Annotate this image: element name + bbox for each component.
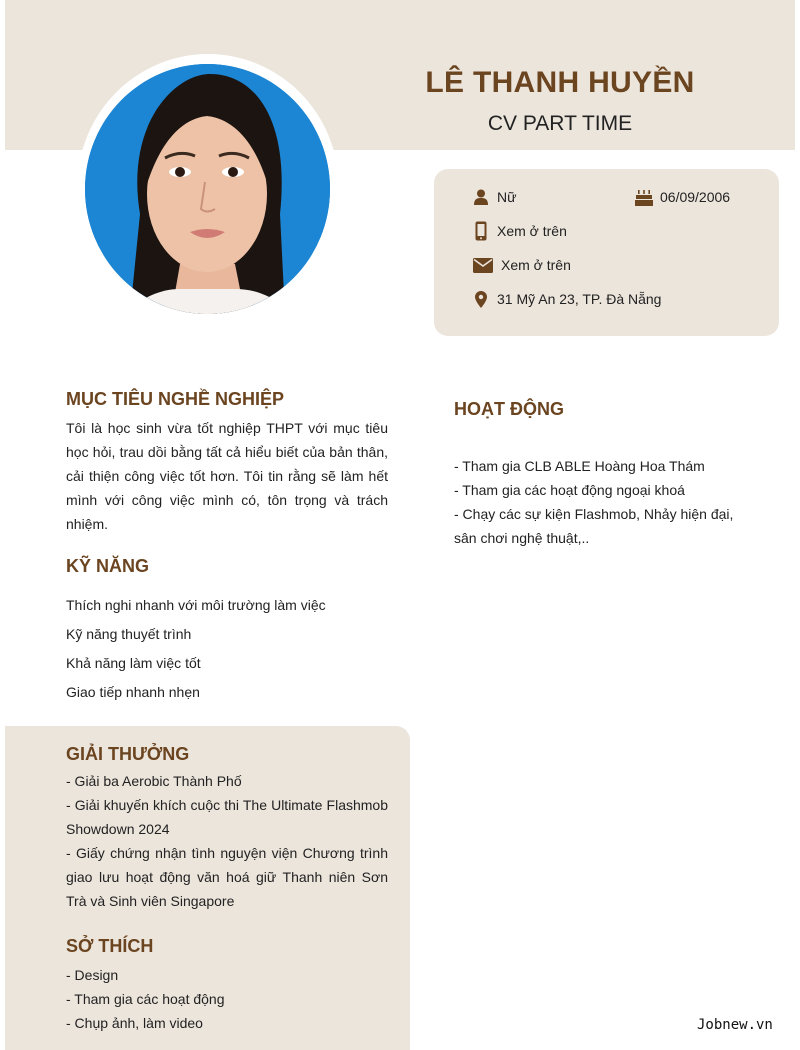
activity-item: - Chạy các sự kiện Flashmob, Nhảy hiện đại, sân chơi nghệ thuật,.. bbox=[454, 506, 734, 546]
awards-list bbox=[66, 769, 388, 913]
activity-item: - Tham gia CLB ABLE Hoàng Hoa Thám bbox=[454, 458, 705, 474]
skills-list bbox=[66, 595, 396, 711]
avatar bbox=[85, 64, 330, 314]
gender-value: Nữ bbox=[497, 189, 517, 205]
award-item: - Giải khuyến khích cuộc thi The Ultimate Flashmob Showdown 2024 bbox=[66, 797, 388, 837]
awards-title: GIẢI THƯỞNG bbox=[66, 744, 190, 764]
birthday-row bbox=[635, 187, 730, 207]
hobby-item: - Design bbox=[66, 967, 119, 983]
skill-item: Khả năng làm việc tốt bbox=[66, 655, 201, 671]
candidate-name: LÊ THANH HUYỀN bbox=[425, 66, 695, 99]
watermark: Jobnew.vn bbox=[697, 1017, 773, 1033]
objective-text: Tôi là học sinh vừa tốt nghiệp THPT với mục tiêu học hỏi, trau dồi bằng tất cả hiểu biết của bản thân, cải thiện công việc tốt hơn. Tôi tin rằng sẽ làm hết mình với công việc mình có, tôn trọng và trách nhiệm. bbox=[66, 420, 388, 532]
envelope-icon bbox=[472, 255, 494, 275]
hobby-item: - Tham gia các hoạt động bbox=[66, 991, 225, 1007]
hobbies-title: SỞ THÍCH bbox=[66, 936, 154, 956]
skill-item: Kỹ năng thuyết trình bbox=[66, 626, 192, 642]
skill-item: Thích nghi nhanh với môi trường làm việc bbox=[66, 597, 326, 613]
mobile-phone-icon bbox=[472, 221, 490, 241]
phone-row bbox=[472, 221, 567, 241]
activities-title: HOẠT ĐỘNG bbox=[454, 399, 564, 419]
birthday-value: 06/09/2006 bbox=[660, 189, 731, 205]
user-icon bbox=[472, 187, 490, 207]
birthday-cake-icon bbox=[635, 187, 653, 207]
email-row bbox=[472, 255, 571, 275]
address-value: 31 Mỹ An 23, TP. Đà Nẵng bbox=[497, 291, 662, 307]
hobby-item: - Chụp ảnh, làm video bbox=[66, 1015, 203, 1031]
objective-title: MỤC TIÊU NGHỀ NGHIỆP bbox=[66, 389, 285, 409]
skill-item: Giao tiếp nhanh nhẹn bbox=[66, 684, 200, 700]
hobbies-list bbox=[66, 963, 388, 1035]
cv-subtitle: CV PART TIME bbox=[487, 112, 633, 135]
map-marker-icon bbox=[472, 289, 490, 309]
email-value: Xem ở trên bbox=[501, 257, 571, 273]
gender-row bbox=[472, 187, 516, 207]
award-item: - Giải ba Aerobic Thành Phố bbox=[66, 773, 242, 789]
skills-title: KỸ NĂNG bbox=[66, 556, 150, 576]
award-item: - Giấy chứng nhận tình nguyện viện Chương trình giao lưu hoạt động văn hoá giữ Thanh niên Sơn Trà và Sinh viên Singapore bbox=[66, 845, 388, 909]
address-row bbox=[472, 289, 661, 309]
phone-value: Xem ở trên bbox=[497, 223, 567, 239]
activities-list bbox=[454, 454, 759, 550]
activity-item: - Tham gia các hoạt động ngoại khoá bbox=[454, 482, 685, 498]
